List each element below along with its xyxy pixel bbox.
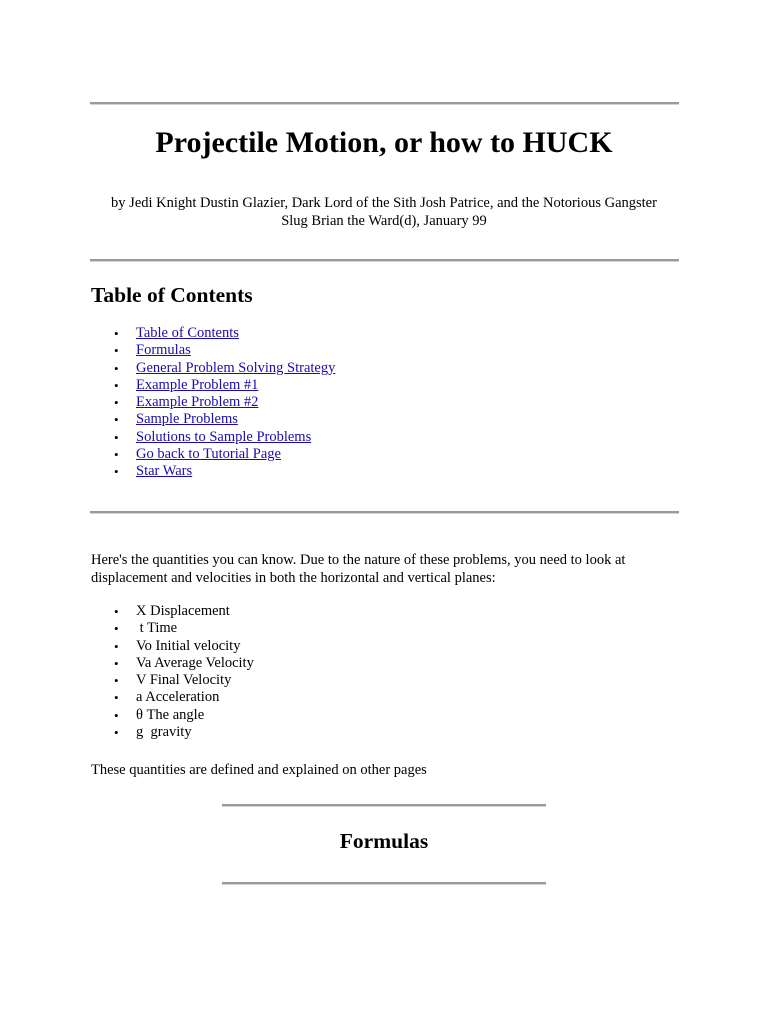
bullet-icon: • [114,673,119,689]
page-title: Projectile Motion, or how to HUCK [155,126,613,159]
quantity-item [91,672,254,689]
toc-item [91,360,335,377]
quantity-item [91,655,254,672]
toc-link-general-strategy[interactable]: General Problem Solving Strategy [136,359,336,376]
quantity-item [91,620,254,637]
author-byline: by Jedi Knight Dustin Glazier, Dark Lord of the Sith Josh Patrice, and the Notorious Gangster Slug Brian the Ward(d), January 99 [111,195,657,229]
quantity-item [91,707,254,724]
quantities-note: These quantities are defined and explained on other pages [91,762,427,778]
toc-list [91,325,335,481]
toc-item [91,446,335,463]
bullet-icon: • [114,638,119,654]
quantity-label: V Final Velocity [136,672,232,689]
toc-heading: Table of Contents [91,283,253,307]
bullet-icon: • [114,360,119,376]
formulas-heading: Formulas [339,829,429,853]
quantity-label: t Time [136,620,178,637]
quantities-intro: Here's the quantities you can know. Due to the nature of these problems, you need to look at displacement and velocities in both the horizontal and vertical planes: [91,552,626,586]
toc-item [91,411,335,428]
bullet-icon: • [114,725,119,741]
quantity-item [91,724,254,741]
toc-link-solutions[interactable]: Solutions to Sample Problems [136,428,312,445]
top-divider [90,102,679,105]
bullet-icon: • [114,412,119,428]
formulas-top-divider [222,804,546,807]
bullet-icon: • [114,690,119,706]
quantity-item [91,689,254,706]
header-divider [90,259,679,262]
toc-link-table-of-contents[interactable]: Table of Contents [136,325,239,341]
toc-link-sample-problems[interactable]: Sample Problems [136,411,238,428]
toc-item [91,463,335,480]
toc-item [91,342,335,359]
bullet-icon: • [114,621,119,637]
bullet-icon: • [114,395,119,411]
toc-link-example-2[interactable]: Example Problem #2 [136,394,259,411]
bullet-icon: • [114,343,119,359]
bullet-icon: • [114,326,119,341]
quantity-label: Va Average Velocity [136,654,254,671]
quantities-list [91,603,254,741]
toc-item [91,394,335,411]
bullet-icon: • [114,447,119,463]
toc-link-formulas[interactable]: Formulas [136,342,191,359]
quantity-label: a Acceleration [136,689,220,706]
toc-item [91,377,335,394]
toc-divider [90,511,679,514]
bullet-icon: • [114,655,119,671]
bullet-icon: • [114,464,119,480]
bullet-icon: • [114,377,119,393]
quantity-label: X Displacement [136,603,230,619]
quantity-label: Vo Initial velocity [136,637,241,654]
formulas-bottom-divider [222,882,546,885]
quantity-label: θ The angle [136,706,205,723]
toc-item [91,325,335,342]
toc-link-star-wars[interactable]: Star Wars [136,463,193,480]
toc-link-example-1[interactable]: Example Problem #1 [136,376,259,393]
toc-link-tutorial-page[interactable]: Go back to Tutorial Page [136,446,281,463]
bullet-icon: • [114,707,119,723]
bullet-icon: • [114,604,119,619]
quantity-label: g gravity [136,724,192,741]
quantity-item [91,603,254,620]
quantity-item [91,638,254,655]
toc-item [91,429,335,446]
bullet-icon: • [114,429,119,445]
